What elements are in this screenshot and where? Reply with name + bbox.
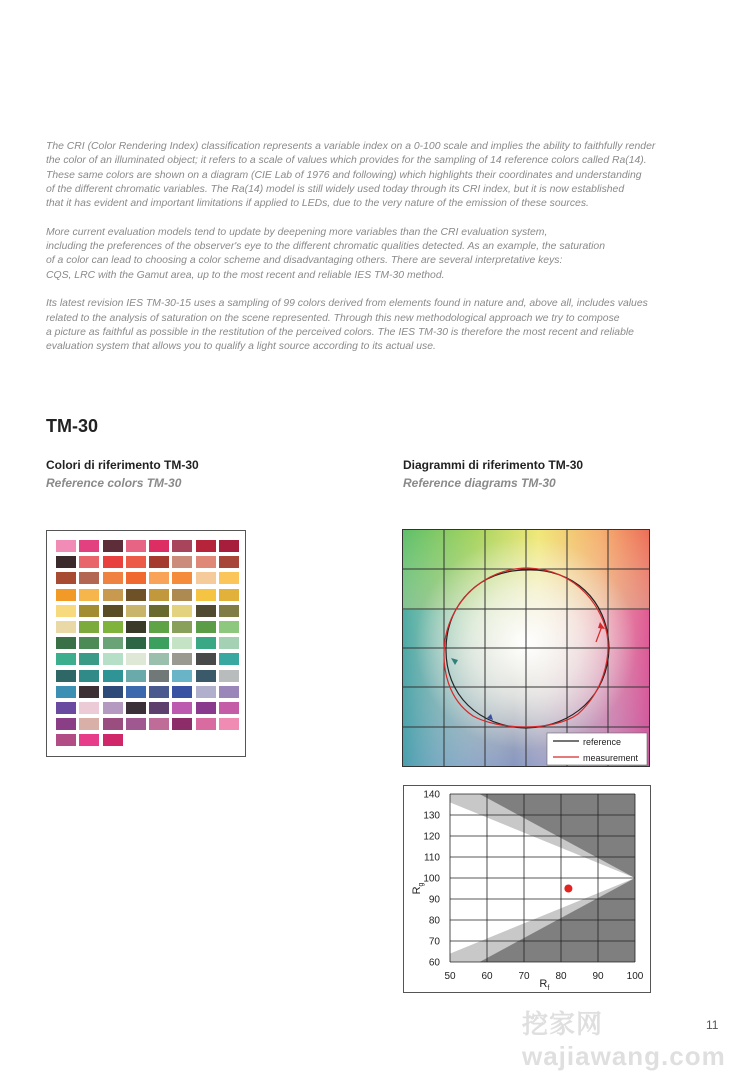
- x-tick-label: 50: [444, 971, 456, 982]
- x-tick-label: 60: [481, 971, 493, 982]
- color-swatch: [219, 670, 239, 682]
- color-swatch: [79, 540, 99, 552]
- color-swatch: [56, 718, 76, 730]
- color-swatch: [172, 686, 192, 698]
- fidelity-gamut-svg: [404, 786, 650, 992]
- color-swatch: [172, 556, 192, 568]
- color-vector-svg: [403, 530, 649, 766]
- color-swatch: [103, 621, 123, 633]
- color-swatch: [219, 637, 239, 649]
- color-swatch: [219, 621, 239, 633]
- color-swatch: [79, 621, 99, 633]
- color-swatch: [56, 653, 76, 665]
- color-swatch: [103, 556, 123, 568]
- vector-legend: [547, 733, 647, 765]
- color-swatch: [196, 718, 216, 730]
- watermark: 挖家网 wajiawang.com: [522, 1009, 726, 1071]
- color-swatch: [79, 686, 99, 698]
- color-swatch: [172, 621, 192, 633]
- color-swatch: [56, 734, 76, 746]
- color-swatch: [56, 702, 76, 714]
- color-swatch: [79, 718, 99, 730]
- color-swatch: [126, 572, 146, 584]
- color-swatch: [219, 605, 239, 617]
- y-tick-label: 140: [423, 789, 440, 801]
- color-swatch: [126, 670, 146, 682]
- color-swatch: [149, 556, 169, 568]
- color-swatch: [126, 605, 146, 617]
- color-swatch: [126, 653, 146, 665]
- color-swatch: [126, 686, 146, 698]
- color-swatch: [126, 637, 146, 649]
- y-tick-label: 130: [423, 810, 440, 822]
- legend-measurement-label: measurement: [583, 753, 639, 763]
- color-swatch: [56, 621, 76, 633]
- y-axis-label: $R_g$: [411, 882, 425, 895]
- color-swatch: [126, 540, 146, 552]
- fidelity-gamut-chart: [403, 785, 651, 993]
- color-swatch: [219, 540, 239, 552]
- y-tick-label: 80: [428, 915, 440, 927]
- y-tick-label: 120: [423, 831, 440, 843]
- reference-diagrams-subtitle: Reference diagrams TM-30: [403, 476, 556, 490]
- color-swatch: [56, 686, 76, 698]
- color-swatch: [79, 653, 99, 665]
- legend-reference-label: reference: [583, 737, 622, 747]
- page-number: 11: [706, 1018, 719, 1032]
- color-swatch: [103, 718, 123, 730]
- color-swatch: [79, 702, 99, 714]
- color-swatch: [196, 637, 216, 649]
- intro-paragraph-2: More current evaluation models tend to update by deepening more variables than the CRI evaluation system, including the preferences of the observer's eye to the different chromatic qualities detected. As an example, the saturation of a color can lead to choosing a color scheme and disadvantaging others. There are several interpretative keys: CQS, LRC with the Gamut area, up to the most recent and reliable IES TM-30 method.: [46, 226, 605, 281]
- color-swatch: [196, 556, 216, 568]
- color-swatch: [219, 653, 239, 665]
- color-swatch: [56, 540, 76, 552]
- y-tick-label: 70: [428, 936, 440, 948]
- color-swatch: [79, 605, 99, 617]
- section-title: TM-30: [46, 416, 99, 436]
- color-swatch: [103, 702, 123, 714]
- color-swatch: [196, 653, 216, 665]
- color-swatch: [172, 572, 192, 584]
- color-swatch: [79, 637, 99, 649]
- reference-diagrams-title: Diagrammi di riferimento TM-30: [403, 458, 584, 472]
- color-swatch: [149, 605, 169, 617]
- color-swatch: [56, 572, 76, 584]
- color-swatch: [79, 589, 99, 601]
- reference-colors-panel: [46, 530, 246, 757]
- color-swatch: [103, 686, 123, 698]
- color-swatch: [103, 637, 123, 649]
- color-swatch: [149, 589, 169, 601]
- color-swatch: [79, 734, 99, 746]
- color-swatch: [126, 718, 146, 730]
- color-swatch: [172, 718, 192, 730]
- color-swatch: [56, 605, 76, 617]
- color-swatch: [196, 702, 216, 714]
- color-swatch: [196, 621, 216, 633]
- color-swatch: [196, 572, 216, 584]
- x-tick-label: 90: [592, 971, 604, 982]
- intro-paragraph-1: The CRI (Color Rendering Index) classification represents a variable index on a 0-100 scale and implies the ability to faithfully render the color of an illuminated object; it refers to a scale of values which provides for the sampling of 14 reference colors called Ra(14). These same colors are shown on a diagram (CIE Lab of 1976 and following) which highlights their coordinates and understanding of the different chromatic variables. The Ra(14) model is still widely used today through its CRI index, but it is now established that it has evident and important limitations if applied to LEDs, due to the very nature of the emission of these sources.: [46, 141, 656, 210]
- color-swatch: [219, 556, 239, 568]
- y-tick-label: 60: [428, 957, 440, 969]
- color-swatch: [56, 637, 76, 649]
- color-swatch: [219, 589, 239, 601]
- swatch-grid: [56, 540, 239, 746]
- color-swatch: [172, 589, 192, 601]
- color-swatch: [103, 589, 123, 601]
- intro-paragraph-3: Its latest revision IES TM-30-15 uses a sampling of 99 colors derived from elements found in nature and, above all, includes values related to the analysis of saturation on the scene represented. Through this new methodological approach we try to compose a picture as faithful as possible in the restitution of the perceived colors. The IES TM-30 is therefore the most recent and reliable evaluation system that allows you to qualify a light source according to its actual use.: [46, 298, 648, 353]
- color-swatch: [149, 637, 169, 649]
- color-swatch: [172, 702, 192, 714]
- color-swatch: [149, 702, 169, 714]
- color-swatch: [79, 572, 99, 584]
- color-swatch: [172, 670, 192, 682]
- color-swatch: [126, 589, 146, 601]
- color-swatch: [172, 637, 192, 649]
- color-swatch: [196, 589, 216, 601]
- color-swatch: [149, 718, 169, 730]
- x-tick-label: 70: [518, 971, 530, 982]
- reference-colors-subtitle: Reference colors TM-30: [46, 476, 182, 490]
- color-swatch: [103, 605, 123, 617]
- color-swatch: [103, 653, 123, 665]
- reference-colors-title: Colori di riferimento TM-30: [46, 458, 199, 472]
- color-swatch: [149, 621, 169, 633]
- color-swatch: [196, 605, 216, 617]
- intro-text: [46, 140, 716, 369]
- color-swatch: [103, 540, 123, 552]
- color-swatch: [149, 670, 169, 682]
- color-swatch: [196, 686, 216, 698]
- color-swatch: [196, 670, 216, 682]
- color-swatch: [172, 605, 192, 617]
- color-swatch: [126, 556, 146, 568]
- color-vector-graphic: [402, 529, 650, 767]
- color-swatch: [126, 702, 146, 714]
- color-swatch: [56, 589, 76, 601]
- color-swatch: [219, 718, 239, 730]
- y-tick-label: 90: [428, 894, 440, 906]
- y-tick-label: 100: [423, 873, 440, 885]
- color-swatch: [79, 556, 99, 568]
- color-swatch: [56, 556, 76, 568]
- color-swatch: [172, 540, 192, 552]
- color-swatch: [219, 702, 239, 714]
- color-swatch: [172, 653, 192, 665]
- color-swatch: [196, 540, 216, 552]
- color-swatch: [56, 670, 76, 682]
- y-tick-label: 110: [424, 852, 440, 864]
- color-swatch: [219, 686, 239, 698]
- color-swatch: [149, 572, 169, 584]
- data-point: [564, 885, 572, 893]
- x-tick-label: 80: [555, 971, 567, 982]
- color-swatch: [103, 572, 123, 584]
- color-swatch: [103, 670, 123, 682]
- color-swatch: [79, 670, 99, 682]
- color-swatch: [149, 686, 169, 698]
- x-tick-label: 100: [626, 971, 644, 982]
- x-axis-label: $R_f$: [539, 978, 550, 992]
- color-swatch: [219, 572, 239, 584]
- color-swatch: [126, 621, 146, 633]
- color-swatch: [149, 540, 169, 552]
- color-swatch: [103, 734, 123, 746]
- color-swatch: [149, 653, 169, 665]
